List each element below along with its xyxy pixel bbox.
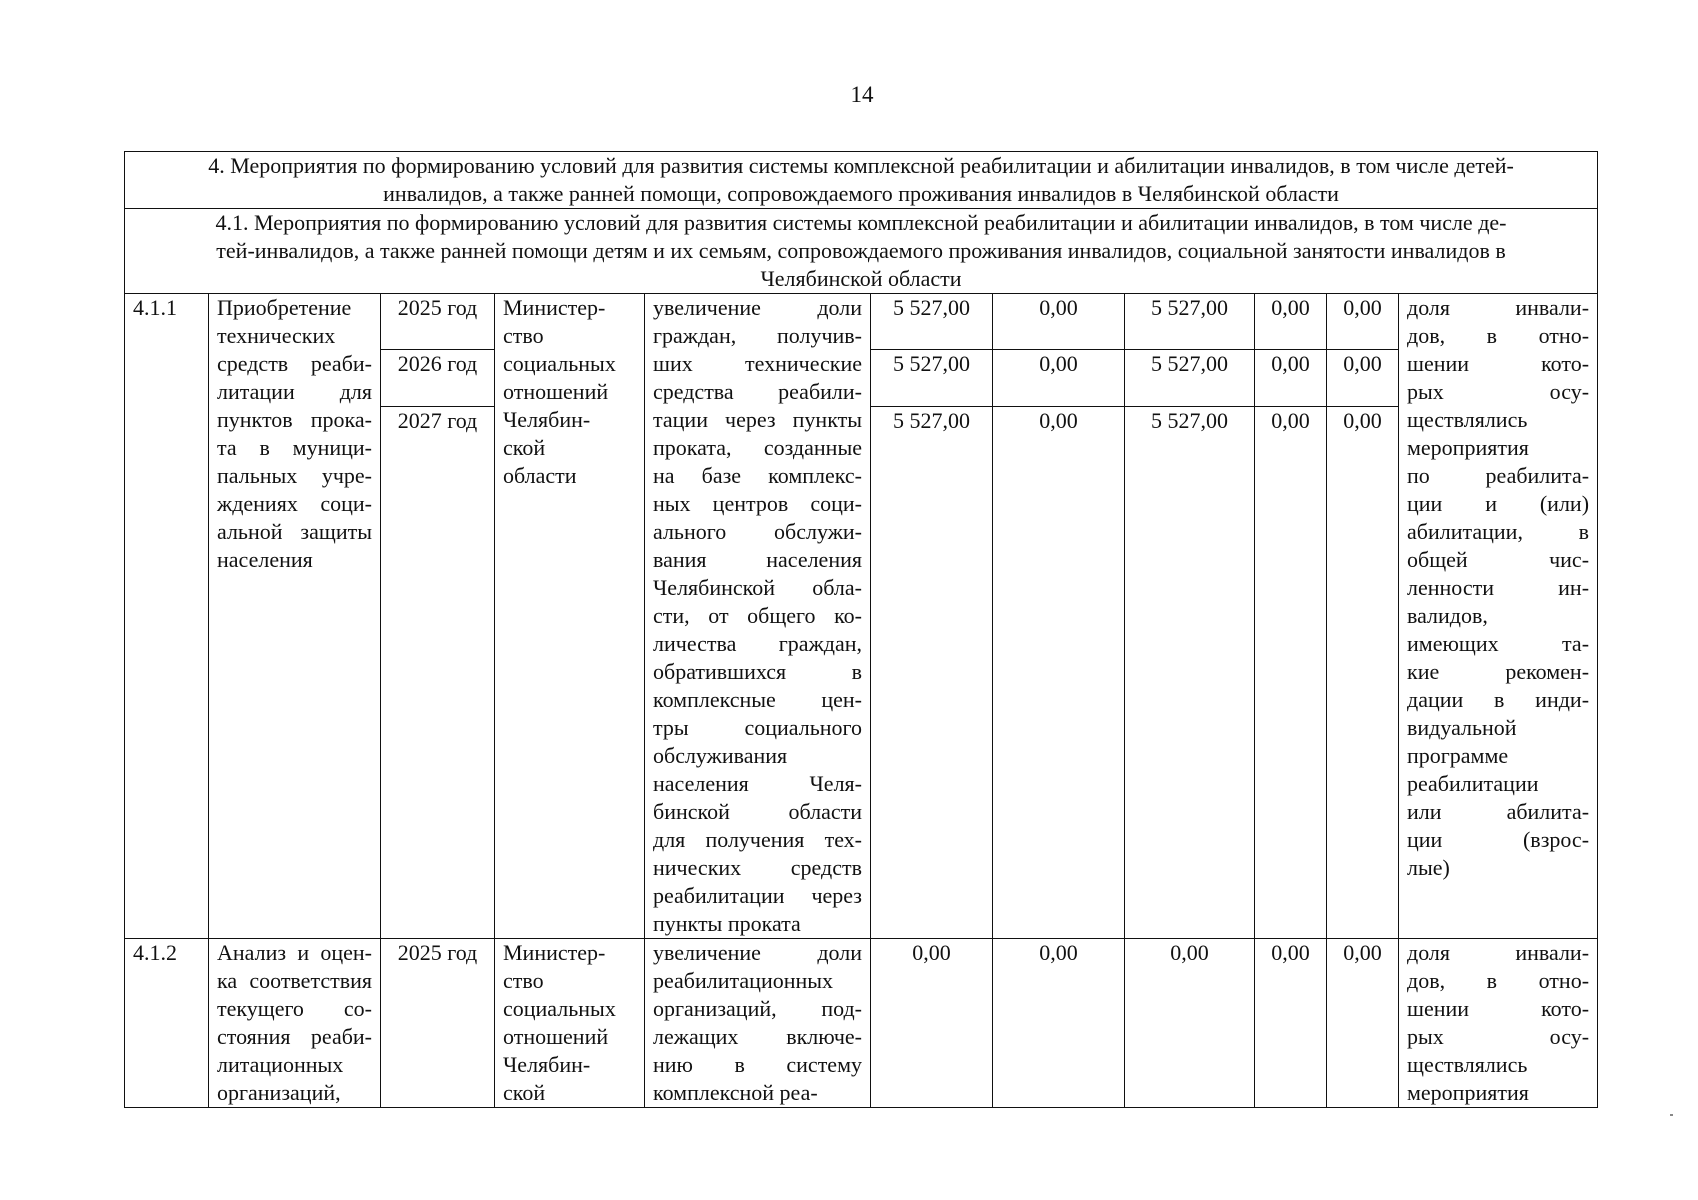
local-amount: 0,00 xyxy=(1255,939,1327,1108)
cell-text-line: реабилитационных xyxy=(653,968,834,993)
local-amount: 0,00 xyxy=(1255,350,1327,406)
cell-text-line: обратившихся в xyxy=(653,659,862,684)
cell-text-line: реабилитации через xyxy=(653,883,862,908)
cell-text-line: населения xyxy=(217,547,313,572)
regional-amount: 5 527,00 xyxy=(1125,406,1255,938)
table-row xyxy=(125,294,1598,350)
total-amount: 0,00 xyxy=(871,939,993,1108)
cell-text-line: лежащих включе- xyxy=(653,1024,862,1049)
local-amount: 0,00 xyxy=(1255,406,1327,938)
cell-text-line: ных центров соци- xyxy=(653,491,862,516)
cell-text-line: абилитации, в xyxy=(1407,519,1590,544)
cell-text-line: шении кото- xyxy=(1407,351,1590,376)
cell-text-line: по реабилита- xyxy=(1407,463,1590,488)
cell-text-line: для получения тех- xyxy=(653,827,862,852)
cell-text-line: рых осу- xyxy=(1407,379,1590,404)
executor-cell xyxy=(495,939,645,1108)
cell-text-line: ство xyxy=(503,968,544,993)
cell-text-line: вания населения xyxy=(653,547,862,572)
cell-text-line: организаций, под- xyxy=(653,996,862,1021)
cell-text-line: дов, в отно- xyxy=(1407,968,1590,993)
cell-text-line: ленности ин- xyxy=(1407,575,1590,600)
cell-text-line: видуальной xyxy=(1407,715,1517,740)
cell-text-line: проката, созданные xyxy=(653,435,862,460)
cell-text-line: имеющих та- xyxy=(1407,631,1590,656)
measures-table xyxy=(124,151,1598,1108)
cell-text-line: ществлялись xyxy=(1407,407,1528,432)
other-amount: 0,00 xyxy=(1327,294,1399,350)
cell-text-line: или абилита- xyxy=(1407,799,1590,824)
measure-code: 4.1.2 xyxy=(125,939,209,1108)
cell-text-line: увеличение доли xyxy=(653,295,862,320)
cell-text-line: населения Челя- xyxy=(653,771,862,796)
federal-amount: 0,00 xyxy=(993,406,1125,938)
cell-text-line: средств реаби- xyxy=(217,351,372,376)
cell-text-line: пальных учре- xyxy=(217,463,372,488)
section-4-header-row xyxy=(125,152,1598,209)
cell-text-line: технических xyxy=(217,323,336,348)
other-amount: 0,00 xyxy=(1327,939,1399,1108)
cell-text-line: организаций, xyxy=(217,1080,341,1105)
cell-text-line: области xyxy=(503,463,577,488)
cell-text-line: Челябин- xyxy=(503,407,591,432)
year-cell: 2027 год xyxy=(381,406,495,938)
cell-text-line: ших технические xyxy=(653,351,862,376)
federal-amount: 0,00 xyxy=(993,350,1125,406)
cell-text-line: мероприятия xyxy=(1407,1080,1529,1105)
cell-text-line: та в муници- xyxy=(217,435,372,460)
cell-text-line: дов, в отно- xyxy=(1407,323,1590,348)
cell-text-line: нию в систему xyxy=(653,1052,862,1077)
total-amount: 5 527,00 xyxy=(871,350,993,406)
cell-text-line: граждан, получив- xyxy=(653,323,862,348)
other-amount: 0,00 xyxy=(1327,350,1399,406)
cell-text-line: реабилитации xyxy=(1407,771,1539,796)
cell-text-line: ждениях соци- xyxy=(217,491,372,516)
cell-text-line: дации в инди- xyxy=(1407,687,1590,712)
section-4-1-header-row xyxy=(125,209,1598,294)
cell-text-line: тации через пункты xyxy=(653,407,862,432)
cell-text-line: литационных xyxy=(217,1052,344,1077)
cell-text-line: ции и (или) xyxy=(1407,491,1590,516)
cell-text-line: Приобретение xyxy=(217,295,352,320)
executor-cell xyxy=(495,294,645,939)
cell-text-line: ального обслужи- xyxy=(653,519,862,544)
cell-text-line: тры социального xyxy=(653,715,862,740)
year-cell: 2025 год xyxy=(381,294,495,350)
indicator-cell xyxy=(1399,294,1598,939)
cell-text-line: кие рекомен- xyxy=(1407,659,1590,684)
cell-text-line: Министер- xyxy=(503,940,606,965)
cell-text-line: средства реабили- xyxy=(653,379,862,404)
cell-text-line: отношений xyxy=(503,379,609,404)
cell-text-line: бинской области xyxy=(653,799,862,824)
section-4-1-title-line: Челябинской области xyxy=(760,266,962,291)
regional-amount: 5 527,00 xyxy=(1125,350,1255,406)
cell-text-line: увеличение доли xyxy=(653,940,862,965)
year-cell: 2025 год xyxy=(381,939,495,1108)
section-4-title-line: 4. Мероприятия по формированию условий для развития системы комплексной реабилитации и абилитации инвалидов, в том числе детей- xyxy=(208,153,1514,178)
cell-text-line: рых осу- xyxy=(1407,1024,1590,1049)
cell-text-line: социальных xyxy=(503,351,616,376)
cell-text-line: мероприятия xyxy=(1407,435,1529,460)
year-cell: 2026 год xyxy=(381,350,495,406)
federal-amount: 0,00 xyxy=(993,939,1125,1108)
cell-text-line: текущего со- xyxy=(217,996,372,1021)
page-number: 14 xyxy=(850,82,874,107)
cell-text-line: Министер- xyxy=(503,295,606,320)
section-4-title xyxy=(125,152,1598,209)
cell-text-line: доля инвали- xyxy=(1407,295,1590,320)
scan-speck xyxy=(1670,1114,1673,1116)
cell-text-line: личества граждан, xyxy=(653,631,862,656)
cell-text-line: стояния реаби- xyxy=(217,1024,372,1049)
cell-text-line: Анализ и оцен- xyxy=(217,940,372,965)
cell-text-line: отношений xyxy=(503,1024,609,1049)
cell-text-line: социальных xyxy=(503,996,616,1021)
cell-text-line: доля инвали- xyxy=(1407,940,1590,965)
regional-amount: 5 527,00 xyxy=(1125,294,1255,350)
cell-text-line: ка соответствия xyxy=(217,968,372,993)
regional-amount: 0,00 xyxy=(1125,939,1255,1108)
cell-text-line: литации для xyxy=(217,379,372,404)
cell-text-line: валидов, xyxy=(1407,603,1488,628)
cell-text-line: нических средств xyxy=(653,855,862,880)
other-amount: 0,00 xyxy=(1327,406,1399,938)
cell-text-line: Челябинской обла- xyxy=(653,575,862,600)
federal-amount: 0,00 xyxy=(993,294,1125,350)
cell-text-line: Челябин- xyxy=(503,1052,591,1077)
cell-text-line: общей чис- xyxy=(1407,547,1590,572)
cell-text-line: на базе комплекс- xyxy=(653,463,862,488)
result-cell xyxy=(645,294,871,939)
measure-name xyxy=(209,939,381,1108)
cell-text-line: ществлялись xyxy=(1407,1052,1528,1077)
section-4-title-line: инвалидов, а также ранней помощи, сопровождаемого проживания инвалидов в Челябинской области xyxy=(383,181,1339,206)
cell-text-line: комплексной реа- xyxy=(653,1080,818,1105)
measure-name xyxy=(209,294,381,939)
cell-text-line: сти, от общего ко- xyxy=(653,603,862,628)
cell-text-line: пункты проката xyxy=(653,911,801,936)
cell-text-line: комплексные цен- xyxy=(653,687,862,712)
local-amount: 0,00 xyxy=(1255,294,1327,350)
cell-text-line: альной защиты xyxy=(217,519,372,544)
total-amount: 5 527,00 xyxy=(871,406,993,938)
section-4-1-title xyxy=(125,209,1598,294)
result-cell xyxy=(645,939,871,1108)
table-row xyxy=(125,939,1598,1108)
cell-text-line: шении кото- xyxy=(1407,996,1590,1021)
total-amount: 5 527,00 xyxy=(871,294,993,350)
cell-text-line: программе xyxy=(1407,743,1509,768)
cell-text-line: ской xyxy=(503,1080,546,1105)
measure-code: 4.1.1 xyxy=(125,294,209,939)
section-4-1-title-line: тей-инвалидов, а также ранней помощи детям и их семьям, сопровождаемого проживания инвалидов, социальной занятости инвалидов в xyxy=(216,238,1506,263)
cell-text-line: ции (взрос- xyxy=(1407,827,1590,852)
cell-text-line: обслуживания xyxy=(653,743,788,768)
cell-text-line: ство xyxy=(503,323,544,348)
indicator-cell xyxy=(1399,939,1598,1108)
cell-text-line: лые) xyxy=(1407,855,1450,880)
cell-text-line: ской xyxy=(503,435,546,460)
section-4-1-title-line: 4.1. Мероприятия по формированию условий для развития системы комплексной реабилитации и абилитации инвалидов, в том числе де- xyxy=(215,210,1507,235)
cell-text-line: пунктов прока- xyxy=(217,407,372,432)
